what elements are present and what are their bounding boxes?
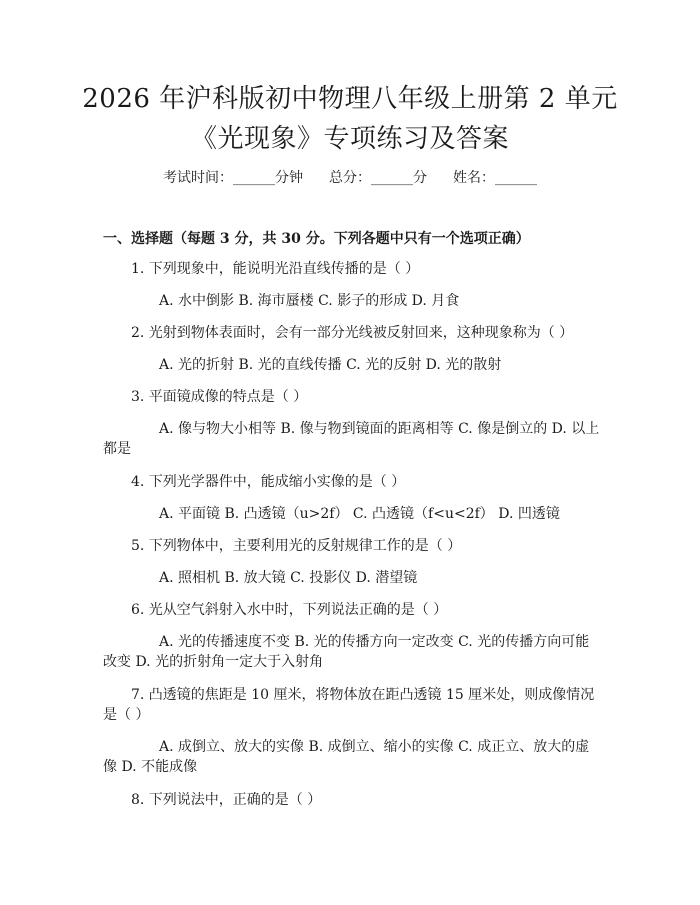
question-4-options: A. 平面镜 B. 凸透镜（u>2f） C. 凸透镜（f<u<2f） D. 凹透镜 [159, 506, 560, 522]
question-7: 7. 凸透镜的焦距是 10 厘米，将物体放在距凸透镜 15 厘米处，则成像情况是（ ） [103, 687, 595, 723]
total-score-field: 总分：______分 [329, 170, 427, 186]
question-7-options: A. 成倒立、放大的实像 B. 成倒立、缩小的实像 C. 成正立、放大的虚像 D. 不能成像 [103, 739, 590, 775]
student-name-field: 姓名：______ [453, 170, 537, 186]
question-3-options: A. 像与物大小相等 B. 像与物到镜面的距离相等 C. 像是倒立的 D. 以上都是 [103, 421, 600, 457]
question-8: 8. 下列说法中，正确的是（ ） [131, 792, 322, 808]
question-4: 4. 下列光学器件中，能成缩小实像的是（ ） [131, 474, 406, 490]
document-title-line-1: 2026 年沪科版初中物理八年级上册第 2 单元 [82, 84, 618, 114]
document-title-line-2: 《光现象》专项练习及答案 [190, 124, 509, 154]
question-1-options: A. 水中倒影 B. 海市蜃楼 C. 影子的形成 D. 月食 [159, 293, 460, 309]
exam-time-field: 考试时间：______分钟 [163, 170, 303, 186]
exam-meta [0, 168, 700, 188]
question-6-options: A. 光的传播速度不变 B. 光的传播方向一定改变 C. 光的传播方向可能改变 D. 光的折射角一定大于入射角 [103, 634, 590, 670]
question-5: 5. 下列物体中，主要利用光的反射规律工作的是（ ） [131, 538, 462, 554]
question-5-options: A. 照相机 B. 放大镜 C. 投影仪 D. 潜望镜 [159, 570, 418, 586]
question-1: 1. 下列现象中，能说明光沿直线传播的是（ ） [131, 261, 420, 277]
question-2: 2. 光射到物体表面时，会有一部分光线被反射回来，这种现象称为（ ） [131, 325, 574, 341]
section-heading-multiple-choice: 一、选择题（每题 3 分，共 30 分。下列各题中只有一个选项正确） [103, 231, 530, 247]
question-3: 3. 平面镜成像的特点是（ ） [131, 389, 308, 405]
question-6: 6. 光从空气斜射入水中时，下列说法正确的是（ ） [131, 602, 448, 618]
question-2-options: A. 光的折射 B. 光的直线传播 C. 光的反射 D. 光的散射 [159, 357, 502, 373]
